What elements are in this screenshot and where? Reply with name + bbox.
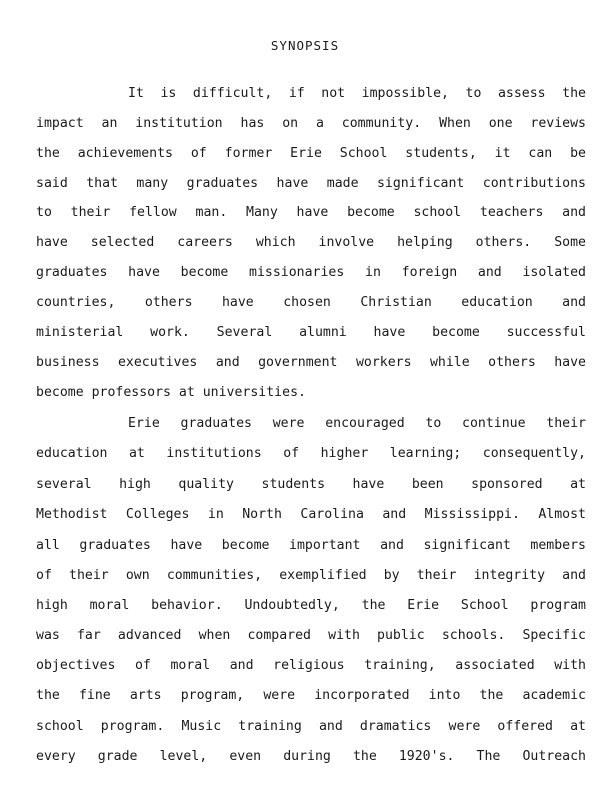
text-line: countries, others have chosen Christian education and — [36, 295, 586, 310]
page-title: SYNOPSIS — [270, 38, 340, 53]
text-line: was far advanced when compared with public schools. Specific — [36, 628, 586, 643]
text-line: all graduates have become important and significant members — [36, 538, 586, 553]
text-line: high moral behavior. Undoubtedly, the Erie School program — [36, 598, 586, 613]
text-line: education at institutions of higher learning; consequently, — [36, 446, 586, 461]
text-line: several high quality students have been sponsored at — [36, 477, 586, 492]
text-line: become professors at universities. — [36, 385, 306, 400]
text-line: objectives of moral and religious training, associated with — [36, 658, 586, 673]
text-line: of their own communities, exemplified by their integrity and — [36, 568, 586, 583]
text-line: the achievements of former Erie School students, it can be — [36, 146, 586, 161]
text-line: school program. Music training and dramatics were offered at — [36, 719, 586, 734]
text-line: impact an institution has on a community. When one reviews — [36, 116, 586, 131]
text-line: It is difficult, if not impossible, to assess the — [128, 86, 586, 101]
text-line: graduates have become missionaries in foreign and isolated — [36, 265, 586, 280]
text-line: said that many graduates have made significant contributions — [36, 176, 586, 191]
text-line: business executives and government workers while others have — [36, 355, 586, 370]
text-line: ministerial work. Several alumni have become successful — [36, 325, 586, 340]
text-line: Erie graduates were encouraged to continue their — [128, 416, 586, 431]
text-line: have selected careers which involve helping others. Some — [36, 235, 586, 250]
text-line: the fine arts program, were incorporated into the academic — [36, 688, 586, 703]
text-line: Methodist Colleges in North Carolina and Mississippi. Almost — [36, 507, 586, 522]
text-line: every grade level, even during the 1920's. The Outreach — [36, 749, 586, 764]
text-line: to their fellow man. Many have become school teachers and — [36, 205, 586, 220]
